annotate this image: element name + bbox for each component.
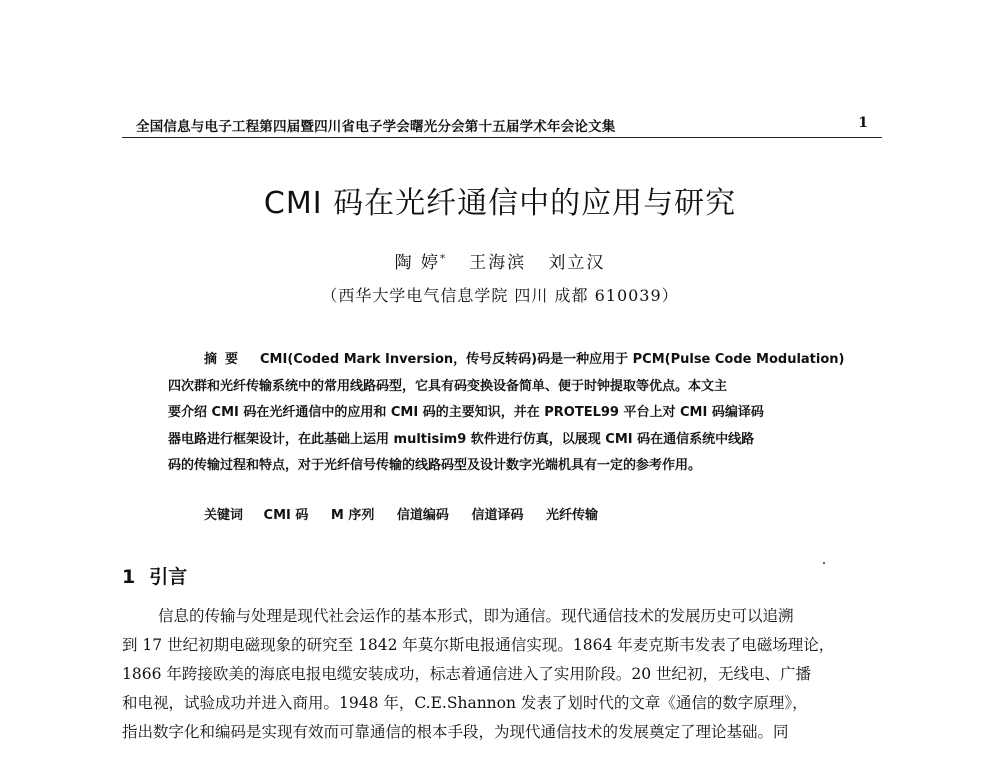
keyword: CMI 码 [263, 508, 309, 523]
affiliation: （西华大学电气信息学院 四川 成都 610039） [321, 286, 679, 305]
section-number: 1 [122, 566, 136, 588]
abstract-line: 四次群和光纤传输系统中的常用线路码型，它具有码变换设备简单、便于时钟提取等优点。本文主 [168, 378, 728, 394]
author-1: 陶 婷 [394, 253, 440, 273]
body-line: 到 17 世纪初期电磁现象的研究至 1842 年莫尔斯电报通信实现。1864 年麦克斯韦发表了电磁场理论， [122, 636, 835, 654]
body-line: 1866 年跨接欧美的海底电报电缆安装成功，标志着通信进入了实用阶段。20 世纪初，无线电、广播 [122, 665, 812, 683]
abstract [168, 347, 845, 480]
abstract-label: 摘要 [204, 352, 247, 367]
abstract-line: 码的传输过程和特点，对于光纤信号传输的线路码型及设计数字光端机具有一定的参考作用。 [168, 458, 702, 473]
page-number: 1 [858, 115, 868, 131]
section-heading [122, 562, 187, 589]
keywords [204, 504, 616, 523]
author-2: 王海滨 [469, 253, 527, 273]
paper-title: CMI 码在光纤通信中的应用与研究 [263, 186, 737, 221]
proceedings-title: 全国信息与电子工程第四届暨四川省电子学会曙光分会第十五届学术年会论文集 [136, 119, 616, 135]
keywords-label: 关键词 [204, 508, 244, 523]
running-header [122, 113, 882, 138]
section-title: 引言 [149, 566, 188, 588]
body-line: 和电视，试验成功并进入商用。1948 年，C.E.Shannon 发表了划时代的文章《通信的数字原理》， [122, 694, 808, 712]
author-list [0, 248, 1000, 273]
keyword: 信道编码 [396, 508, 449, 523]
body-line: 信息的传输与处理是现代社会运作的基本形式，即为通信。现代通信技术的发展历史可以追溯 [158, 607, 794, 625]
abstract-line: 要介绍 CMI 码在光纤通信中的应用和 CMI 码的主要知识，并在 PROTEL99 平台上对 CMI 码编译码 [168, 405, 764, 420]
scan-speck [823, 562, 825, 564]
keyword: 信道译码 [471, 508, 524, 523]
body-line: 指出数字化和编码是实现有效而可靠通信的根本手段，为现代通信技术的发展奠定了理论基础。同 [122, 723, 789, 741]
abstract-line [168, 347, 845, 374]
keyword: 光纤传输 [546, 508, 599, 523]
abstract-line: 器电路进行框架设计，在此基础上运用 multisim9 软件进行仿真，以展现 CMI 码在通信系统中线路 [168, 431, 755, 447]
author-3: 刘立汉 [548, 253, 606, 273]
body-text [122, 602, 882, 747]
keyword: M 序列 [330, 508, 375, 523]
abstract-text: CMI(Coded Mark Inversion，传号反转码)码是一种应用于 PCM(Pulse Code Modulation) [260, 352, 845, 367]
author-footnote-mark: * [439, 253, 447, 265]
